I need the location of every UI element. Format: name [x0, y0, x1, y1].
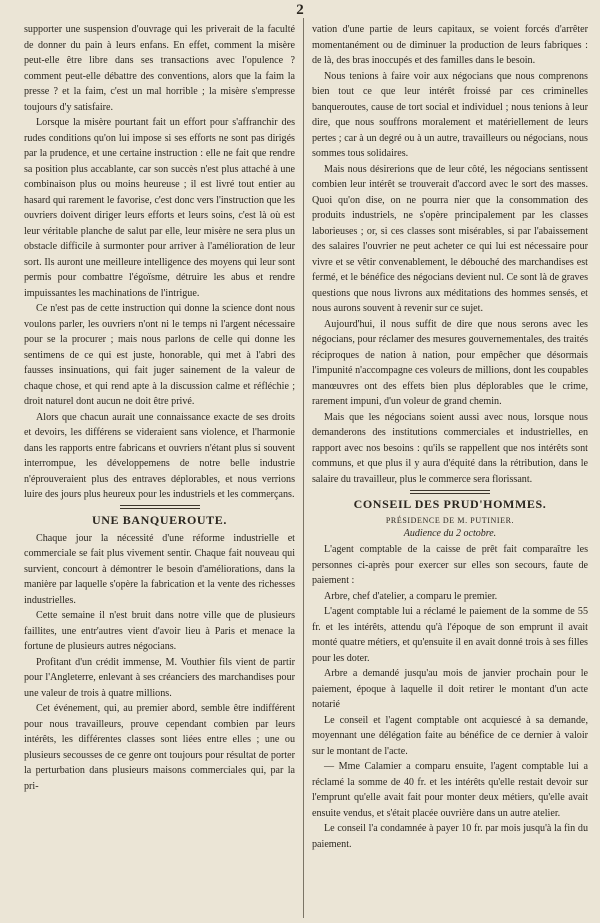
section-separator: [24, 503, 295, 512]
article-paragraph: — Mme Calamier a comparu ensuite, l'agent comptable lui a réclamé la somme de 40 fr. et les intérêts qu'elle restait devoir sur l'emprunt qu'elle avait fait pour monter deux métiers, qu'elle avait ensuite vendus, et s'était placée ouvrière dans un autre atelier.: [312, 761, 588, 819]
article-paragraph: Arbre a demandé jusqu'au mois de janvier prochain pour le paiement, époque à laquelle il doit retirer le montant d'un acte notarié: [312, 668, 588, 710]
presidency-line: PRÉSIDENCE DE M. PUTINIER.: [385, 516, 515, 525]
article-paragraph: Le conseil et l'agent comptable ont acquiescé à sa demande, moyennant une délégation faite au bénéfice de ce dernier à valoir sur le montant de l'acte.: [312, 714, 588, 757]
column-divider: [303, 18, 304, 918]
article-paragraph: Aujourd'hui, il nous suffit de dire que nous serons avec les négocians, pour réclamer des mesures gouvernementales, des traités réciproques de nation à nation, pour empêcher que désormais l'impunité n'accompagne ces voleurs de millions, dont les coupables manœuvres ont des effets bien plus déplorables que le crime, rarement impuni, d'un voleur de grand chemin.: [312, 318, 588, 407]
right-column: [312, 22, 588, 852]
article-paragraph: Arbre, chef d'atelier, a comparu le premier.: [324, 590, 498, 602]
article-paragraph: L'agent comptable de la caisse de prêt fait comparaître les personnes ci-après pour exercer sur elles son secours, faute de paiement :: [312, 544, 588, 586]
left-column: [24, 22, 295, 794]
article-paragraph: L'agent comptable lui a réclamé le paiement de la somme de 55 fr. et les intérêts, attendu qu'à l'époque de son emprunt il avait monté quatre métiers, et qu'ensuite il en avait donné trois à ses filles pour les doter.: [312, 606, 588, 664]
section-heading-banqueroute: UNE BANQUEROUTE.: [92, 512, 227, 527]
article-paragraph: Nous tenions à faire voir aux négocians que nous comprenons bien tout ce que leur intérêt froissé par ces criminelles banqueroutes, cause de tort social et individuel ; nous tenions à leur dire, que nous souffrons moralement et matériellement de leurs pertes ; car à un degré ou à un autre, travailleurs ou négocians, nous sommes tous solidaires.: [312, 70, 588, 159]
article-paragraph: supporter une suspension d'ouvrage qui les priverait de la faculté de donner du pain à leurs enfans. En effet, comment la misère peut-elle être libre dans ses transactions avec l'opulence ? comment peut-elle débattre des conventions, alors que la faim la presse ? et la faim, c'est un mal horrible ; la misère s'empresse toujours d'y satisfaire.: [24, 24, 295, 113]
page-number: 2: [296, 2, 304, 18]
article-paragraph: Cet événement, qui, au premier abord, semble être indifférent pour nous travailleurs, prouve cependant combien par leurs intérêts, les différentes classes sont liées entre elles ; une ou plusieurs secousses de ce genre ont toujours pour résultat de porter la perturbation dans plusieurs maisons commerciales qui, par la pri-: [24, 703, 295, 792]
hearing-date: Audience du 2 octobre.: [403, 528, 497, 539]
article-paragraph: Chaque jour la nécessité d'une réforme industrielle et commerciale se fait plus vivement sentir. Chaque fait nouveau qui survient, concourt à démontrer le besoin d'améliorations, dans la manière par laquelle s'opère la fabrication et la vente des richesses industrielles.: [24, 532, 295, 606]
article-paragraph: Lorsque la misère pourtant fait un effort pour s'affranchir des rudes conditions qu'on lui impose si ses efforts ne sont pas dirigés par la prudence, et une certaine instruction : elle ne fait que rendre sa position plus accablante, car son succès n'est plus attaché à une combinaison plus ou moins heureuse ; il est livré tout entier au hasard qui rarement le favorise, c'est donc vers l'instruction que les ouvriers doivent diriger leurs efforts et leurs soins, c'est là où est leur véritable planche de salut par elle, leur misère ne sera plus un obstacle difficile à surmonter pour arriver à l'amélioration de leur sort. Ils auront une meilleure intelligence des moyens qui leur sont permis pour combattre l'égoïsme, détruire les abus et rendre impuissantes les machinations de l'intrigue.: [24, 117, 295, 299]
section-separator: [312, 487, 588, 496]
article-paragraph: Ce n'est pas de cette instruction qui donne la science dont nous voulons parler, les ouvriers n'ont ni le temps ni l'argent nécessaire pour se la procurer ; mais nous parlons de celle qui donne les sentimens de ce qui est juste, honorable, qui met à l'abri des fausses insinuations, qui fait juger sainement de la valeur de chaque chose, et qui rend apte à la discussion calme et réfléchie ; droit naturel dont aucun ne doit être privé.: [24, 303, 295, 407]
article-paragraph: Mais nous désirerions que de leur côté, les négocians sentissent combien leur intérêt se trouverait d'accord avec le sort des masses. Quoi qu'on dise, on ne pourra nier que la consommation des produits industriels, ne s'opère principalement par les classes laborieuses ; or, si ces classes sont misérables, si par l'abaissement des salaires l'ouvrier ne peut acheter ce qui lui est nécessaire pour vivre et se vêtir convenablement, le débouché des marchandises est fermé, et le bénéfice des négocians devient nul. Ce sont là de graves questions que nous livrons aux méditations des hommes sensés, et nous aurons souvent à revenir sur ce sujet.: [312, 163, 588, 314]
article-paragraph: Alors que chacun aurait une connaissance exacte de ses droits et devoirs, les différens se videraient sans violence, et l'harmonie dans les rapports entre fabricans et ouvriers n'étant plus si souvent interrompue, les développemens de notre belle industrie n'éprouveraient plus des entraves déplorables, et nous verrions luire des jours plus heureux pour les industriels et les commerçans.: [24, 411, 295, 500]
article-paragraph: vation d'une partie de leurs capitaux, se voient forcés d'arrêter momentanément ou de diminuer la production de leurs fabriques : de là, des bras inoccupés et des familles dans le besoin.: [312, 24, 588, 66]
article-paragraph: Profitant d'un crédit immense, M. Vouthier fils vient de partir pour l'Angleterre, enlevant à ses créanciers des marchandises pour une valeur de trois à quatre millions.: [24, 656, 295, 699]
article-paragraph: Cette semaine il n'est bruit dans notre ville que de plusieurs faillites, une entr'autres vient d'avoir lieu à Paris et menace la fortune de plusieurs autres négocians.: [24, 610, 295, 652]
article-paragraph: Le conseil l'a condamnée à payer 10 fr. par mois jusqu'à la fin du paiement.: [312, 823, 588, 850]
article-paragraph: Mais que les négocians soient aussi avec nous, lorsque nous demanderons des institutions commerciales et industrielles, en rapport avec nos besoins : qu'ils se rappellent que nos intérêts sont communs, et que plus il y aura d'équité dans la rétribution, dans le salaire du travailleur, plus le commerce sera florissant.: [312, 411, 588, 485]
section-heading-prudhommes: CONSEIL DES PRUD'HOMMES.: [353, 497, 547, 511]
